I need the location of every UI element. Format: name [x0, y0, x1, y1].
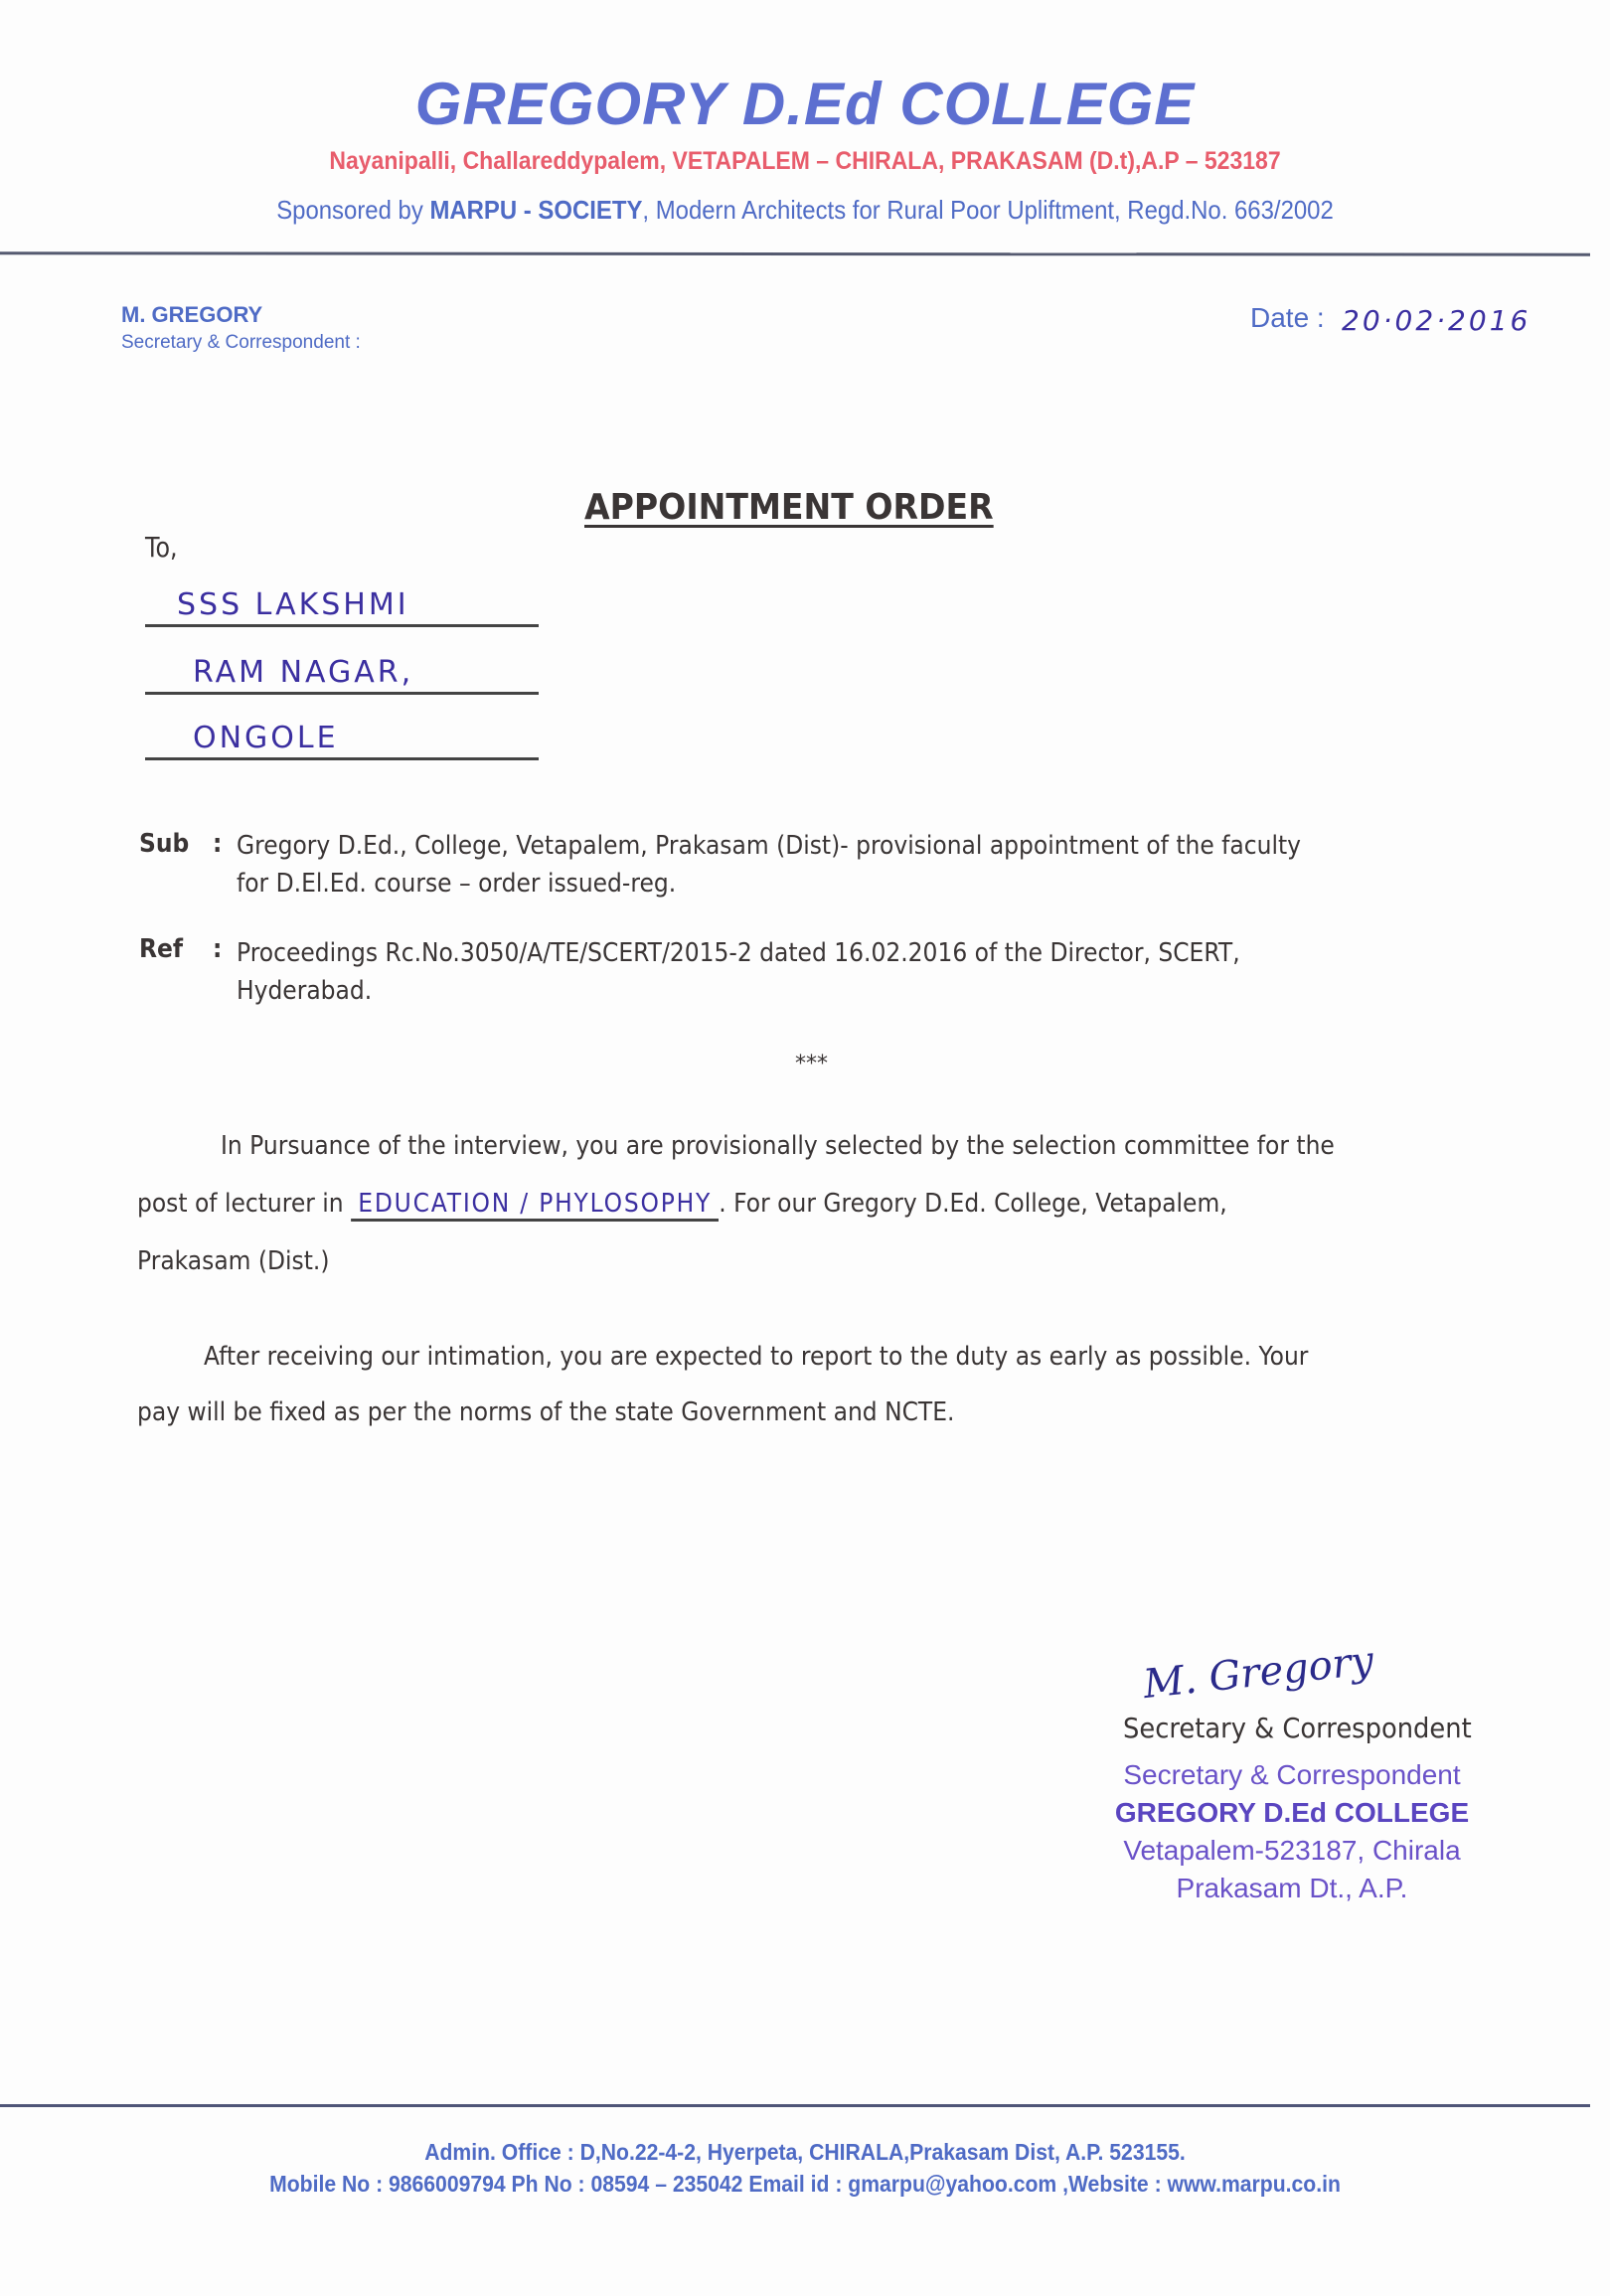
sub-colon: :: [213, 829, 223, 859]
recipient-name: SSS LAKSHMI: [177, 587, 409, 622]
recipient-address-line-1: [145, 640, 539, 695]
ref-label: Ref: [139, 934, 184, 964]
contact-details: Mobile No : 9866009794 Ph No : 08594 – 235042 Email id : gmarpu@yahoo.com ,Website : www.marpu.co.in: [269, 2171, 1341, 2197]
signatory-title: Secretary & Correspondent: [1123, 1712, 1472, 1744]
subject-line-2: for D.El.Ed. course – order issued-reg.: [237, 869, 677, 899]
sponsor-name: MARPU - SOCIETY: [429, 195, 643, 225]
date-value: 20·02·2016: [1342, 304, 1531, 337]
sponsor-suffix: , Modern Architects for Rural Poor Upliftment, Regd.No. 663/2002: [642, 195, 1334, 225]
stamp-line-2: GREGORY D.Ed COLLEGE: [1114, 1797, 1470, 1828]
stamp-line-4: Prakasam Dt., A.P.: [1176, 1873, 1408, 1903]
college-address: Nayanipalli, Challareddypalem, VETAPALEM – CHIRALA, PRAKASAM (D.t),A.P – 523187: [329, 147, 1281, 175]
subject-line-1: Gregory D.Ed., College, Vetapalem, Prakasam (Dist)- provisional appointment of the faculty: [237, 831, 1301, 861]
paragraph-1-prefix: post of lecturer in: [137, 1189, 344, 1219]
sender-name: M. GREGORY: [121, 302, 263, 327]
reference-line-2: Hyderabad.: [237, 976, 373, 1006]
ref-colon: :: [213, 934, 223, 964]
paragraph-1-line-3: Prakasam (Dist.): [137, 1246, 330, 1276]
signature: M. Gregory: [1141, 1637, 1376, 1709]
sub-label: Sub: [139, 829, 190, 859]
stamp-line-1: Secretary & Correspondent: [1123, 1759, 1461, 1790]
paragraph-2-line-2: pay will be fixed as per the norms of the state Government and NCTE.: [137, 1397, 955, 1427]
footer-divider: [0, 2104, 1590, 2107]
subject-fill-in: EDUCATION / PHYLOSOPHY: [351, 1189, 719, 1222]
separator-stars: ***: [795, 1052, 828, 1076]
stamp-line-3: Vetapalem-523187, Chirala: [1123, 1835, 1461, 1866]
college-name: GREGORY D.Ed COLLEGE: [414, 71, 1196, 137]
paragraph-1-line-2: [137, 1189, 1227, 1222]
paragraph-1-line-1: In Pursuance of the interview, you are provisionally selected by the selection committee for the: [221, 1131, 1335, 1161]
document-title: APPOINTMENT ORDER: [584, 487, 994, 528]
date-label: Date :: [1250, 302, 1325, 333]
paragraph-1-suffix: . For our Gregory D.Ed. College, Vetapalem,: [719, 1189, 1227, 1219]
header-divider: [0, 251, 1590, 255]
paragraph-2-line-1: After receiving our intimation, you are expected to report to the duty as early as possible. Your: [204, 1342, 1309, 1372]
admin-office-address: Admin. Office : D,No.22-4-2, Hyerpeta, CHIRALA,Prakasam Dist, A.P. 523155.: [424, 2139, 1186, 2165]
recipient-name-line: [145, 573, 539, 627]
to-label: To,: [145, 531, 178, 564]
recipient-address-1: RAM NAGAR,: [193, 655, 414, 690]
sponsor-line: [65, 195, 1545, 226]
recipient-address-2: ONGOLE: [193, 721, 339, 755]
sponsor-prefix: Sponsored by: [276, 195, 430, 225]
recipient-address-line-2: [145, 706, 539, 760]
sender-title: Secretary & Correspondent :: [121, 332, 361, 353]
reference-line-1: Proceedings Rc.No.3050/A/TE/SCERT/2015-2 dated 16.02.2016 of the Director, SCERT,: [237, 938, 1240, 968]
